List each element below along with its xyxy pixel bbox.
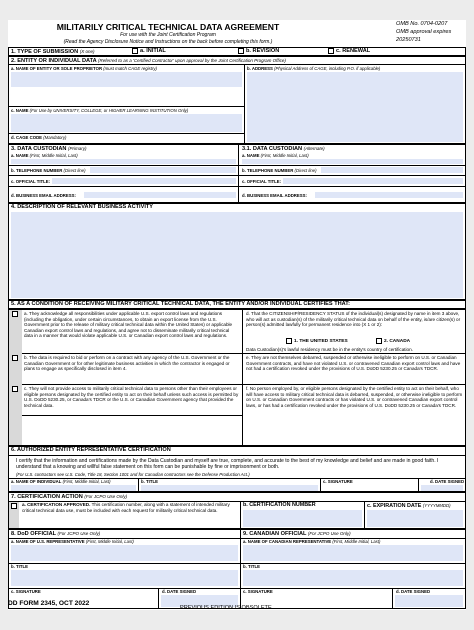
entity-name-label: a. NAME OF ENTITY OR SOLE PROPRIETOR (must match CAGE registry) bbox=[11, 66, 157, 71]
renewal-checkbox[interactable] bbox=[328, 48, 334, 54]
form-instructions: (Read the Agency Disclosure Notice and Instructions on the back before completing this form.) bbox=[63, 39, 273, 45]
dod-date-label: d. DATE SIGNED bbox=[162, 589, 197, 594]
primary-email-label: d. BUSINESS EMAIL ADDRESS: bbox=[11, 193, 76, 198]
section-3-1-label: 3.1. DATA CUSTODIAN (Alternate) bbox=[242, 146, 325, 152]
alternate-email-field[interactable] bbox=[315, 192, 463, 198]
alternate-title-label: c. OFFICIAL TITLE: bbox=[242, 179, 282, 184]
certify-b-text: b. The data is required to bid or perform on a contract with any agency of the U.S. Government or the Canadian Government or for other legitimate business activities in which the contractor is engaged or plans to engage as specifically disclosed in item 4. bbox=[24, 355, 230, 372]
expiration-date-field[interactable] bbox=[367, 510, 463, 527]
certify-c-checkbox[interactable] bbox=[12, 386, 18, 392]
section-3-label: 3. DATA CUSTODIAN (Primary) bbox=[11, 146, 87, 152]
cage-code-label: d. CAGE CODE (Mandatory) bbox=[11, 135, 67, 140]
section-9-label: 9. CANADIAN OFFICIAL (For JCPO Use Only) bbox=[243, 531, 351, 537]
primary-phone-label: b. TELEPHONE NUMBER (Direct line) bbox=[11, 168, 86, 173]
revision-label: b. REVISION bbox=[246, 48, 280, 54]
section-1-label: 1. TYPE OF SUBMISSION (X one) bbox=[11, 49, 95, 55]
certification-approved-checkbox[interactable] bbox=[11, 503, 17, 509]
canadian-date-field[interactable] bbox=[395, 595, 463, 607]
entity-name-field[interactable] bbox=[11, 72, 242, 87]
alternate-phone-label: b. TELEPHONE NUMBER (Direct line) bbox=[242, 168, 317, 173]
canadian-date-label: d. DATE SIGNED bbox=[396, 589, 431, 594]
canadian-title-label: b. TITLE bbox=[243, 564, 260, 569]
certify-a-checkbox[interactable] bbox=[12, 311, 18, 317]
alternate-phone-field[interactable] bbox=[321, 167, 463, 173]
revision-checkbox[interactable] bbox=[238, 48, 244, 54]
rep-date-label: d. DATE SIGNED bbox=[430, 479, 465, 484]
omb-expiry: 20250731 bbox=[396, 37, 421, 43]
initial-label: a. INITIAL bbox=[140, 48, 166, 54]
renewal-label: c. RENEWAL bbox=[336, 48, 371, 54]
canadian-signature-label: c. SIGNATURE bbox=[243, 589, 273, 594]
rep-name-label: a. NAME OF INDIVIDUAL (First, Middle Initial, Last) bbox=[11, 479, 111, 484]
form-number: DD FORM 2345, OCT 2022 bbox=[8, 600, 90, 607]
certify-b-checkbox[interactable] bbox=[12, 355, 18, 361]
certification-approved-text: a. CERTIFICATION APPROVED. This certification number, along with a statement of intended military critical technical data use, must be included with each request for militarily critical technical data. bbox=[22, 502, 230, 513]
section-4-label: 4. DESCRIPTION OF RELEVANT BUSINESS ACTIVITY bbox=[11, 204, 154, 210]
dod-rep-name-field[interactable] bbox=[11, 545, 238, 561]
rep-title-field[interactable] bbox=[141, 485, 318, 491]
form-page bbox=[8, 20, 466, 610]
dod-rep-name-label: a. NAME OF U.S. REPRESENTATIVE (First, Middle Initial, Last) bbox=[11, 539, 134, 544]
canadian-title-field[interactable] bbox=[243, 570, 463, 586]
primary-phone-field[interactable] bbox=[90, 167, 236, 173]
certify-d-text: d. That the CITIZENSHIP/RESIDENCY STATUS of the individual(s) designated by name in item 3 above, who will act as custodian(s) of the militarily critical technical data on behalf of the entity, is/are citizen(s) or person(s) admitted lawfully for permanent residence into (X 1 or 2): bbox=[246, 311, 461, 328]
obsolete-note: PREVIOUS EDITION IS OBSOLETE. bbox=[180, 605, 274, 611]
form-subtitle: For use with the Joint Certification Program bbox=[120, 32, 216, 38]
address-field[interactable] bbox=[247, 72, 463, 142]
certification-number-field[interactable] bbox=[243, 510, 362, 527]
section-8-label: 8. DoD OFFICIAL (For JCPO Use Only) bbox=[11, 531, 101, 537]
institution-name-field[interactable] bbox=[11, 114, 242, 132]
canada-checkbox[interactable] bbox=[376, 338, 382, 344]
alternate-email-label: d. BUSINESS EMAIL ADDRESS: bbox=[242, 193, 307, 198]
canadian-rep-name-field[interactable] bbox=[243, 545, 463, 561]
certify-f-text: f. No person employed by, or eligible persons designated by the certified entity to act on their behalf, who will have access to military critical technical data is debarred, suspended, or otherwise ineligible to perform on U.S. or Canadian Government contracts or has violated U.S. or contravened Canadian export control laws, or has had a certification revoked under the provisions of U.S. DoDD 5230.25 or Canada's TDCR. bbox=[246, 386, 463, 408]
legal-citation: (For U.S. contractors see U.S. Code, Title 18, Section 1001 and for Canadian contractors see the Defense Production Act.) bbox=[16, 472, 250, 477]
certification-statement: I certify that the information and certifications made by the Data Custodian and myself are true, complete, and accurate to the best of my knowledge and belief and are made in good faith. I understand that a knowing and willful false statement on this form can be punishable by fine or imprisonment or both. bbox=[16, 458, 439, 471]
certify-d-note: Data Custodian(s)'s lawful residency must be in the entity's country of certification. bbox=[246, 347, 413, 352]
expiration-date-label: c. EXPIRATION DATE (YYYYMMDD) bbox=[367, 503, 451, 509]
alternate-title-field[interactable] bbox=[283, 178, 463, 184]
rep-name-field[interactable] bbox=[11, 485, 136, 491]
primary-name-label: a. NAME (First, Middle Initial, Last) bbox=[11, 153, 78, 158]
certification-number-label: b. CERTIFICATION NUMBER bbox=[243, 502, 316, 508]
initial-checkbox[interactable] bbox=[132, 48, 138, 54]
united-states-label: 1. THE UNITED STATES bbox=[294, 339, 348, 344]
alternate-name-field[interactable] bbox=[242, 159, 463, 164]
dod-signature-label: c. SIGNATURE bbox=[11, 589, 41, 594]
omb-number: OMB No. 0704-0207 bbox=[396, 21, 448, 27]
business-activity-field[interactable] bbox=[11, 212, 463, 298]
primary-title-field[interactable] bbox=[52, 178, 236, 184]
canada-label: 2. CANADA bbox=[384, 339, 411, 344]
section-2-label: 2. ENTITY OR INDIVIDUAL DATA (Referred to as a 'Certified Contractor' upon approval by the Joint Certification Program Office) bbox=[11, 58, 286, 64]
section-5-label: 5. AS A CONDITION OF RECEIVING MILITARY CRITICAL TECHNICAL DATA, THE ENTITY AND/OR INDIVIDUAL CERTIFIES THAT: bbox=[11, 301, 350, 307]
institution-name-label: c. NAME (For Use by UNIVERSITY, COLLEGE, or HIGHER LEARNING INSTITUTION Only) bbox=[11, 108, 189, 113]
form-title: MILITARILY CRITICAL TECHNICAL DATA AGREEMENT bbox=[56, 22, 280, 32]
dod-title-field[interactable] bbox=[11, 570, 238, 586]
certify-e-text: e. They are not themselves debarred, suspended or otherwise ineligible to perform on U.S. or Canadian Government contracts, and have not violated U.S. or contravened Canadian export control laws and have not had a certification revoked under the provisions of U.S. DoDD 5230.25 or Canada's TDCR. bbox=[246, 355, 461, 372]
primary-title-label: c. OFFICIAL TITLE: bbox=[11, 179, 51, 184]
primary-name-field[interactable] bbox=[11, 159, 236, 164]
rep-title-label: b. TITLE bbox=[141, 479, 158, 484]
section-7-label: 7. CERTIFICATION ACTION (For JCPO Use Only) bbox=[11, 494, 128, 500]
dod-title-label: b. TITLE bbox=[11, 564, 28, 569]
section-6-label: 6. AUTHORIZED ENTITY REPRESENTATIVE CERTIFICATION bbox=[11, 447, 171, 453]
rep-date-field[interactable] bbox=[421, 485, 463, 491]
united-states-checkbox[interactable] bbox=[286, 338, 292, 344]
omb-approval: OMB approval expires bbox=[396, 29, 452, 35]
certify-a-text: a. They acknowledge all responsibilities under applicable U.S. export control laws and regulations (including the obligation, under certain circumstances, to obtain an export license from the U.S. Government prior to the release of military critical technical data within the United States) or applicable Canadian export control laws and regulations, and agree not to disseminate militarily critical technical data in a manner that would violate applicable U.S. or Canadian export control laws and regulations. bbox=[24, 311, 233, 339]
alternate-name-label: a. NAME (First, Middle Initial, Last) bbox=[242, 153, 309, 158]
address-label: b. ADDRESS (Physical Address of CAGE, including P.O. if applicable) bbox=[247, 66, 381, 71]
rep-signature-label: c. SIGNATURE bbox=[323, 479, 353, 484]
primary-email-field[interactable] bbox=[84, 192, 236, 198]
canadian-rep-name-label: a. NAME OF CANADIAN REPRESENTATIVE (First, Middle Initial, Last) bbox=[243, 539, 381, 544]
certify-c-text: c. They will not provide access to militarily critical technical data to persons other than their employees or eligible persons designated by the certified entity to act on their behalf unless such access is permitted by U.S. DoDD 5230.25, or Canada's TDCR or the U.S. or Canadian Government agency that provided the technical data. bbox=[24, 386, 239, 408]
